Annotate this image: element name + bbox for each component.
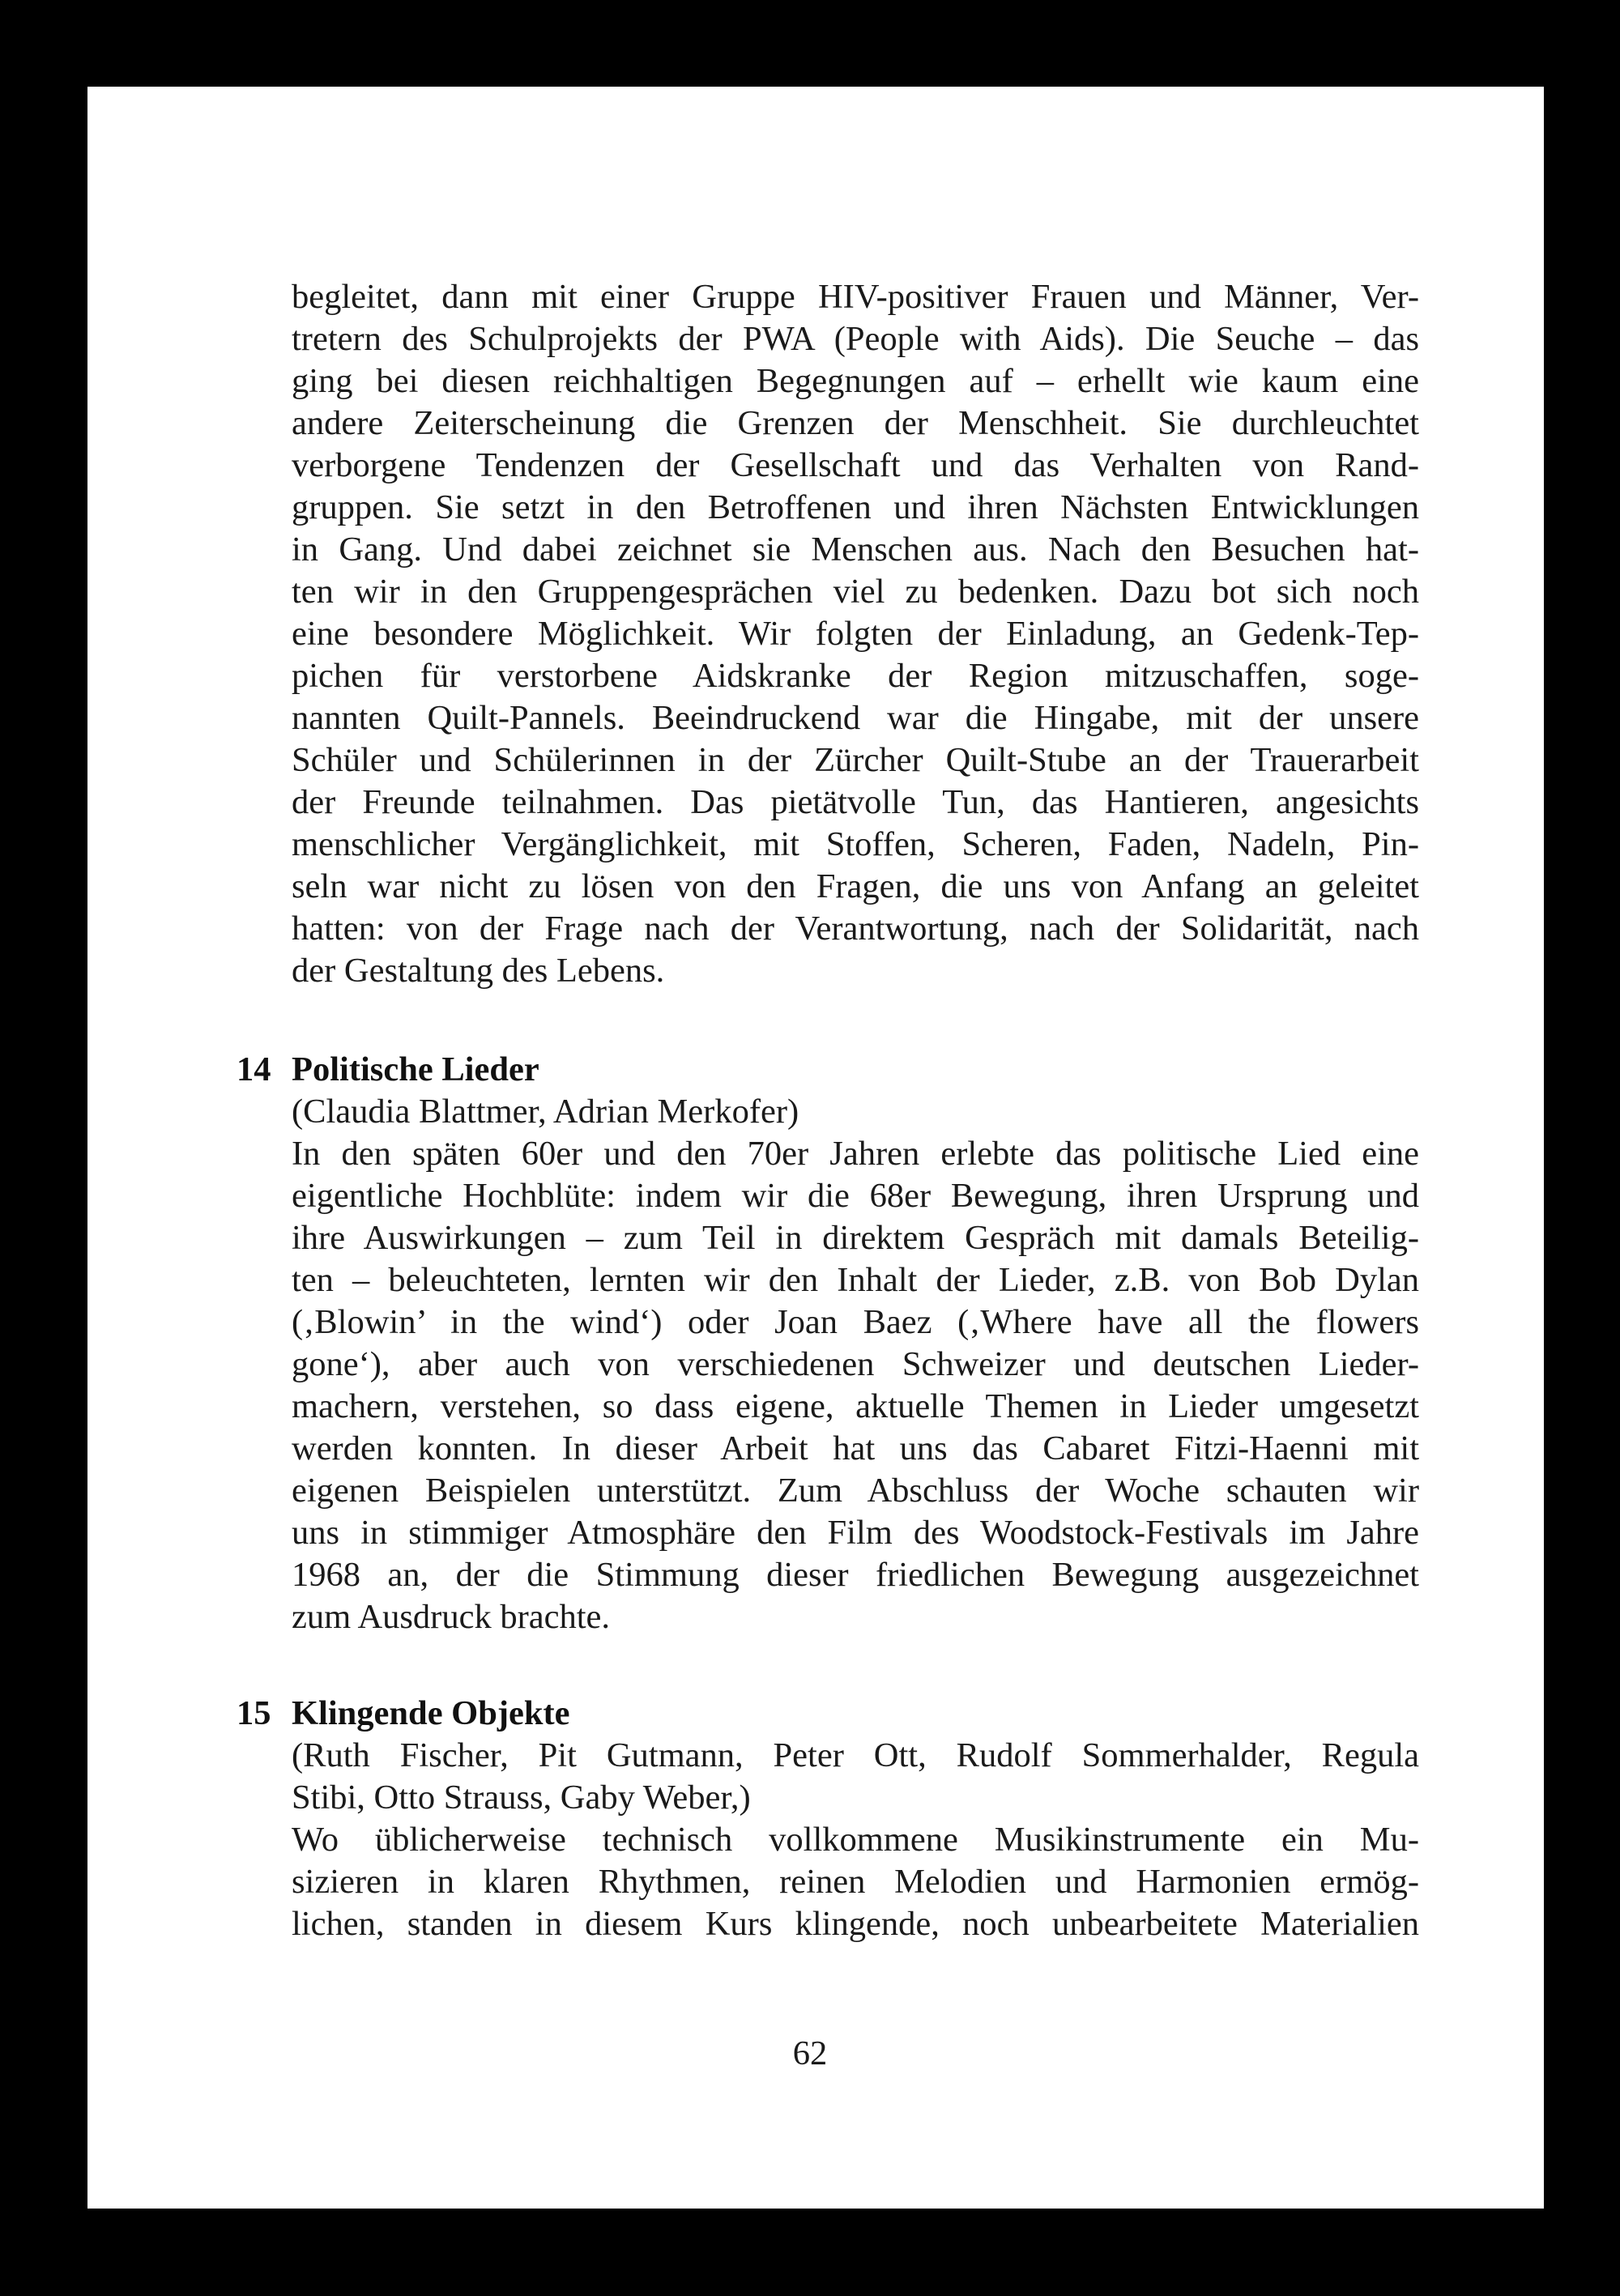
text-line: andere Zeiterscheinung die Grenzen der Menschheit. Sie durchleuchtet <box>292 404 1419 442</box>
section-title: Politische Lieder <box>292 1050 539 1088</box>
text-line: lichen, standen in diesem Kurs klingende, noch unbearbeitete Materialien <box>292 1905 1419 1943</box>
text-line: sizieren in klaren Rhythmen, reinen Melodien und Harmonien ermög- <box>292 1863 1419 1901</box>
text-line: eine besondere Möglichkeit. Wir folgten der Einladung, an Gedenk-Tep- <box>292 615 1419 653</box>
section-heading <box>237 1049 539 1091</box>
section-heading <box>237 1693 570 1735</box>
text-line: werden konnten. In dieser Arbeit hat uns das Cabaret Fitzi-Haenni mit <box>292 1429 1419 1467</box>
text-line: pichen für verstorbene Aidskranke der Region mitzuschaffen, soge- <box>292 657 1419 695</box>
section-authors: (Claudia Blattmer, Adrian Merkofer) <box>292 1093 799 1131</box>
text-line: hatten: von der Frage nach der Verantwortung, nach der Solidarität, nach <box>292 909 1419 948</box>
section-number: 14 <box>237 1050 271 1088</box>
text-line: Schüler und Schülerinnen in der Zürcher Quilt-Stube an der Trauerarbeit <box>292 741 1419 779</box>
text-line: ging bei diesen reichhaltigen Begegnungen auf – erhellt wie kaum eine <box>292 362 1419 400</box>
text-line: ihre Auswirkungen – zum Teil in direktem Gespräch mit damals Beteilig- <box>292 1219 1419 1257</box>
text-line: ten – beleuchteten, lernten wir den Inhalt der Lieder, z.B. von Bob Dylan <box>292 1261 1419 1299</box>
text-line: nannten Quilt-Pannels. Beeindruckend war die Hingabe, mit der unsere <box>292 699 1419 737</box>
text-line: In den späten 60er und den 70er Jahren erlebte das politische Lied eine <box>292 1135 1419 1173</box>
text-line: tretern des Schulprojekts der PWA (People with Aids). Die Seuche – das <box>292 320 1419 358</box>
section-title: Klingende Objekte <box>292 1694 570 1732</box>
text-line: uns in stimmiger Atmosphäre den Film des Woodstock-Festivals im Jahre <box>292 1514 1419 1552</box>
text-line: eigenen Beispielen unterstützt. Zum Abschluss der Woche schauten wir <box>292 1472 1419 1510</box>
text-line: 1968 an, der die Stimmung dieser friedlichen Bewegung ausgezeichnet <box>292 1556 1419 1594</box>
page-number: 62 <box>792 2034 828 2072</box>
text-line: (‚Blowin’ in the wind‘) oder Joan Baez (‚Where have all the flowers <box>292 1303 1419 1341</box>
text-line: gone‘), aber auch von verschiedenen Schweizer und deutschen Lieder- <box>292 1345 1419 1383</box>
text-line: begleitet, dann mit einer Gruppe HIV-positiver Frauen und Männer, Ver- <box>292 278 1419 316</box>
text-line: machern, verstehen, so dass eigene, aktuelle Themen in Lieder umgesetzt <box>292 1387 1419 1425</box>
text-line: gruppen. Sie setzt in den Betroffenen und ihren Nächsten Entwicklungen <box>292 488 1419 526</box>
text-line: verborgene Tendenzen der Gesellschaft und das Verhalten von Rand- <box>292 446 1419 484</box>
text-line: zum Ausdruck brachte. <box>292 1598 611 1636</box>
section-authors: Stibi, Otto Strauss, Gaby Weber,) <box>292 1778 751 1817</box>
section-number: 15 <box>237 1694 271 1732</box>
text-line: Wo üblicherweise technisch vollkommene Musikinstrumente ein Mu- <box>292 1821 1419 1859</box>
text-line: der Freunde teilnahmen. Das pietätvolle Tun, das Hantieren, angesichts <box>292 783 1419 821</box>
text-line: menschlicher Vergänglichkeit, mit Stoffen, Scheren, Faden, Nadeln, Pin- <box>292 825 1419 863</box>
text-line: seln war nicht zu lösen von den Fragen, die uns von Anfang an geleitet <box>292 867 1419 905</box>
text-line: der Gestaltung des Lebens. <box>292 952 665 990</box>
section-authors: (Ruth Fischer, Pit Gutmann, Peter Ott, Rudolf Sommerhalder, Regula <box>292 1736 1419 1774</box>
text-line: in Gang. Und dabei zeichnet sie Menschen aus. Nach den Besuchen hat- <box>292 530 1419 569</box>
text-line: eigentliche Hochblüte: indem wir die 68er Bewegung, ihren Ursprung und <box>292 1177 1419 1215</box>
text-line: ten wir in den Gruppengesprächen viel zu bedenken. Dazu bot sich noch <box>292 573 1419 611</box>
